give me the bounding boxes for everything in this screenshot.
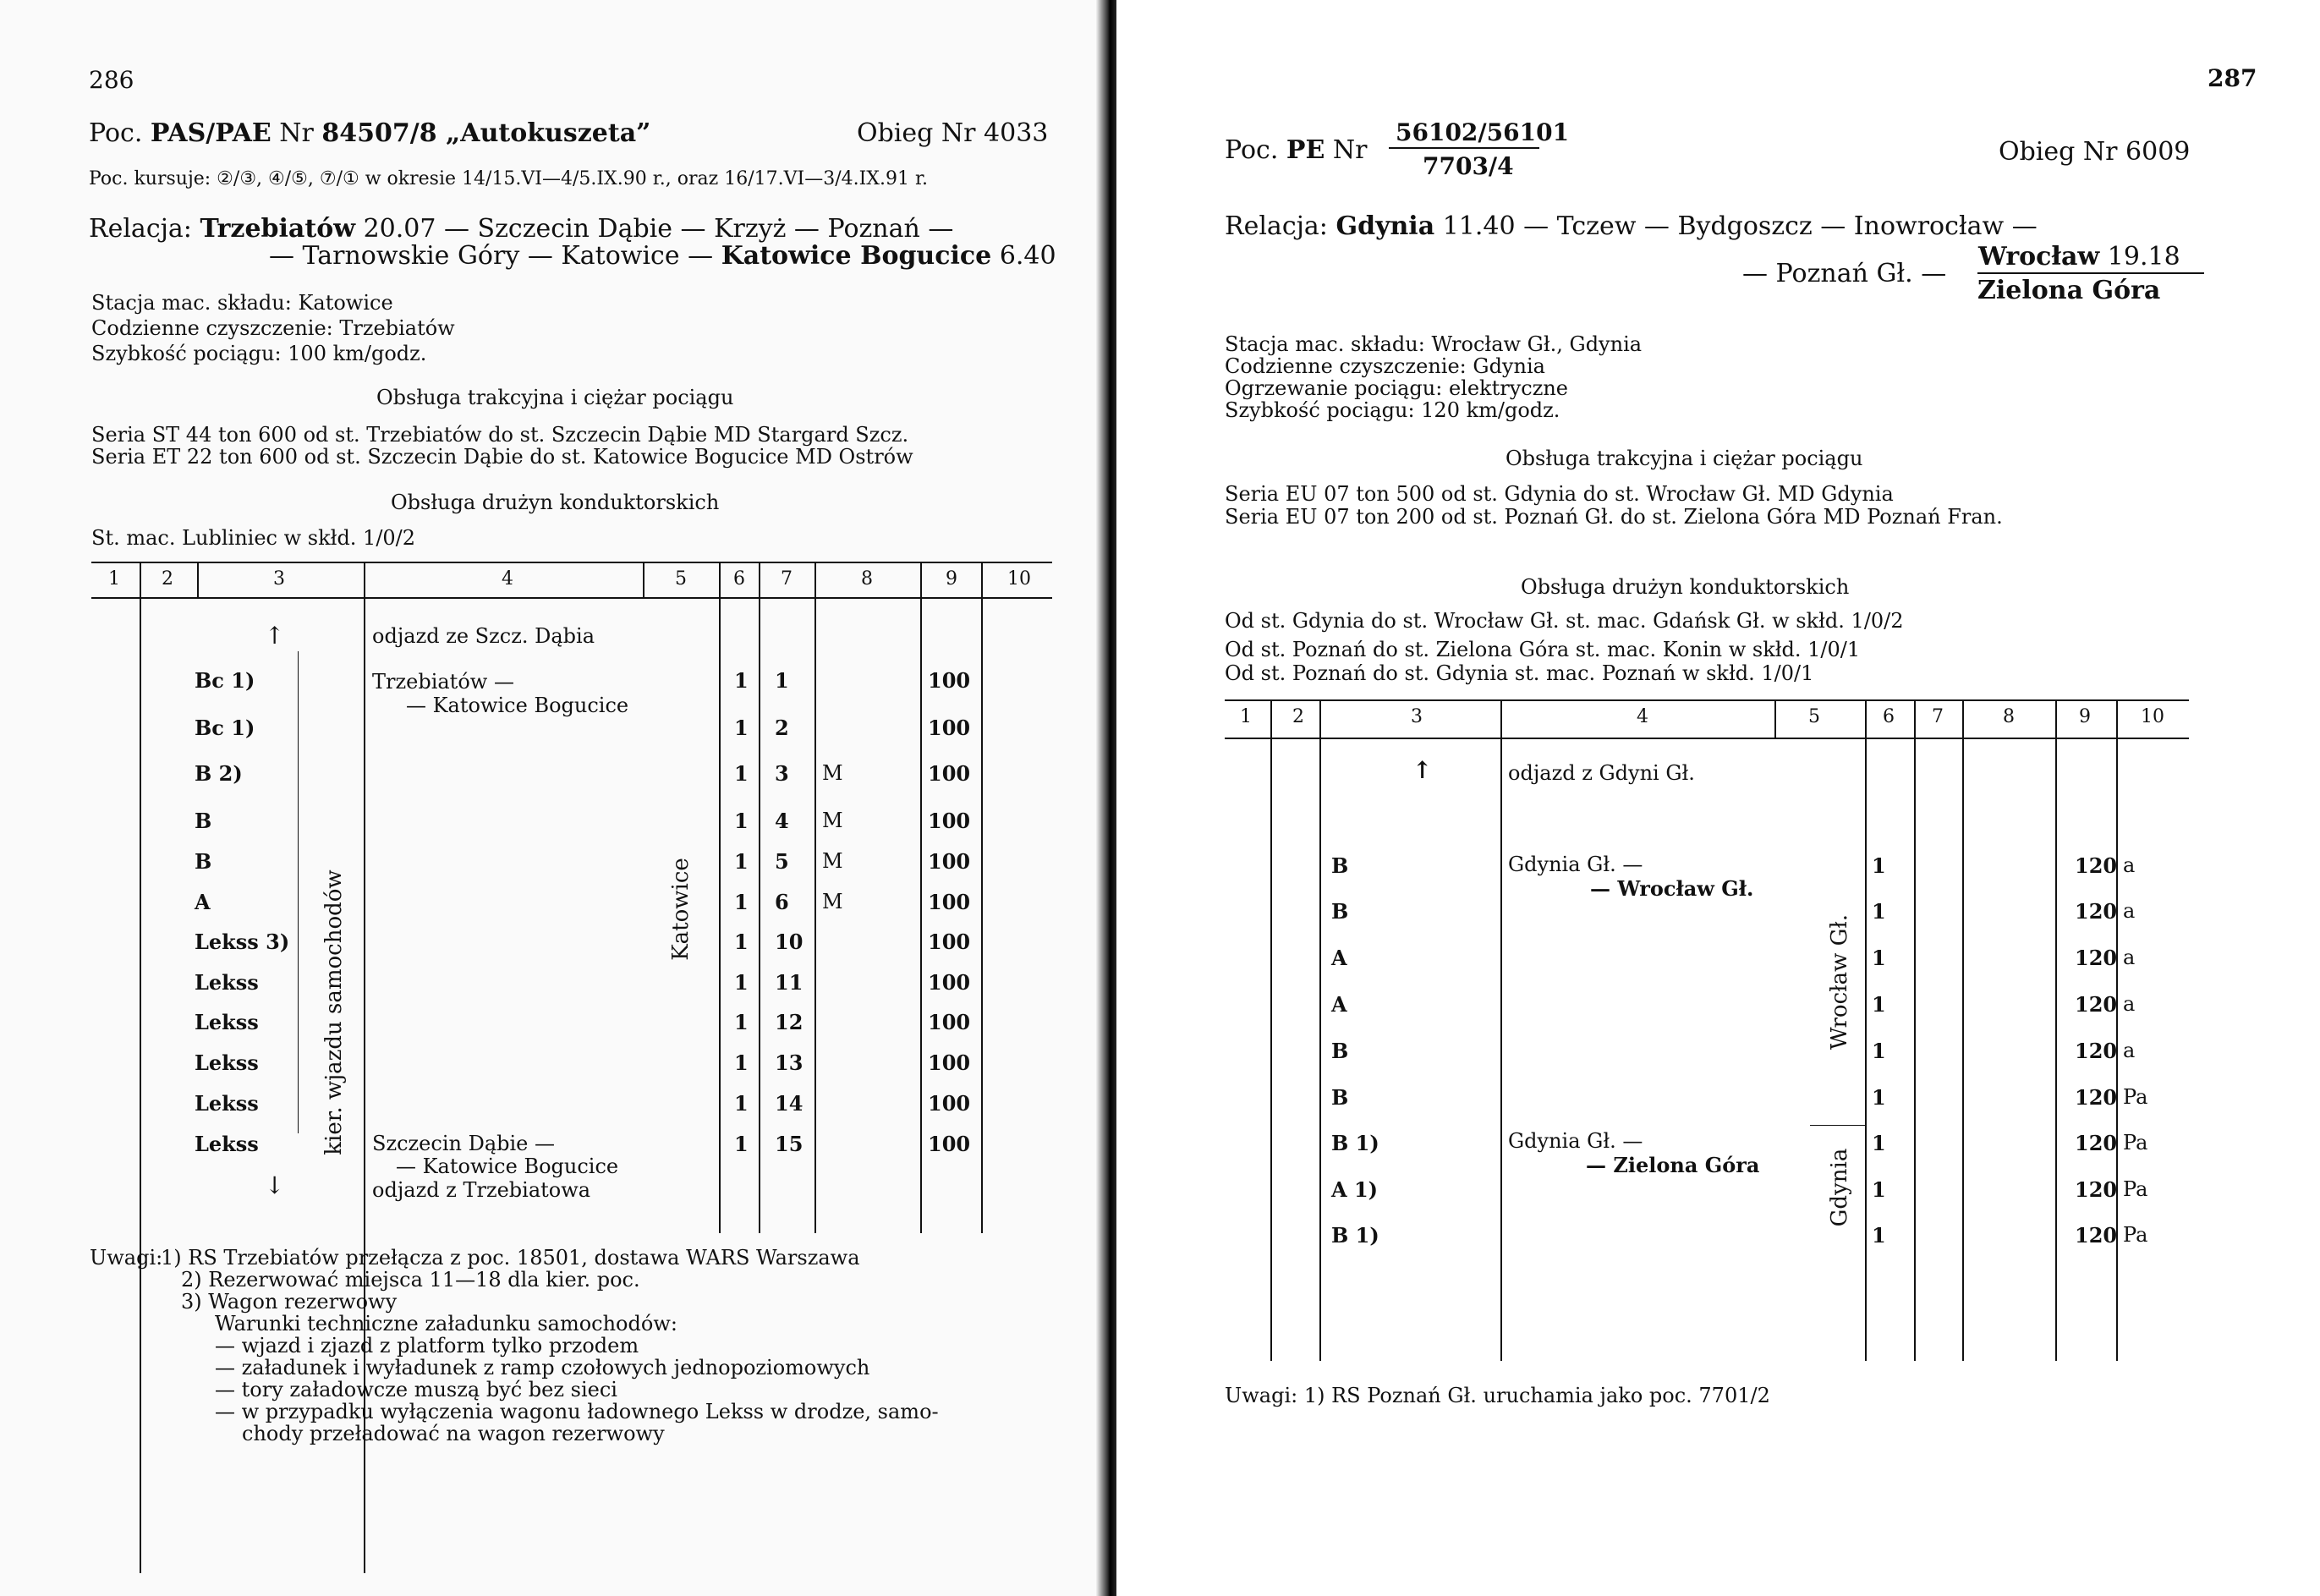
wagon-type: B xyxy=(1331,1039,1349,1063)
wagon-percent: 100 xyxy=(928,970,971,995)
col-header-4: 4 xyxy=(1637,706,1648,727)
wagon-number: 6 xyxy=(775,890,789,914)
wagon-mark: M xyxy=(822,890,843,913)
route-2-line-2: — Katowice Bogucice xyxy=(396,1154,619,1178)
right-page xyxy=(1116,0,2320,1596)
notes: Uwagi: 1) RS Poznań Gł. uruchamia jako poc. 7701/2 xyxy=(1225,1384,1770,1407)
relation-line-1 xyxy=(89,214,953,244)
wagon-type: B xyxy=(1331,1085,1349,1110)
note-line: chody przeładować na wagon rezerwowy xyxy=(242,1422,665,1445)
wagon-count: 1 xyxy=(1872,1085,1886,1110)
title-number-bottom: 7703/4 xyxy=(1423,152,1514,180)
left-page xyxy=(0,0,1116,1596)
note-line: Warunki techniczne załadunku samochodów: xyxy=(215,1312,677,1335)
route-1-line-2: — Katowice Bogucice xyxy=(406,694,629,717)
col-header-2: 2 xyxy=(162,568,173,590)
note-line: 2) Rezerwować miejsca 11—18 dla kier. poc. xyxy=(181,1268,640,1292)
wagon-count: 1 xyxy=(734,1010,749,1034)
up-arrow-icon: ↑ xyxy=(265,622,285,650)
traction-line: Seria EU 07 ton 500 od st. Gdynia do st. Wrocław Gł. MD Gdynia xyxy=(1225,482,1894,506)
col-header-1: 1 xyxy=(1240,706,1252,727)
wagon-percent: 120 xyxy=(2075,899,2118,924)
wagon-count: 1 xyxy=(1872,899,1886,924)
traction-header: Obsługa trakcyjna i ciężar pociągu xyxy=(1506,447,1863,470)
wagon-type: Lekss xyxy=(195,970,259,995)
traction-line: Seria EU 07 ton 200 od st. Poznań Gł. do st. Zielona Góra MD Poznań Fran. xyxy=(1225,505,2003,529)
wagon-count: 1 xyxy=(1872,946,1886,970)
relation-start: Gdynia xyxy=(1336,211,1435,241)
wagon-type: Bc 1) xyxy=(195,668,255,693)
wagon-type: A xyxy=(195,890,211,914)
title-numbers: 84507/8 „Autokuszeta” xyxy=(321,118,651,148)
notes-label: Uwagi: xyxy=(90,1246,163,1270)
traction-header: Obsługa trakcyjna i ciężar pociągu xyxy=(376,386,734,409)
destination-1-time: 19.18 xyxy=(2107,242,2180,271)
wagon-number: 5 xyxy=(775,849,789,874)
departure-note: odjazd ze Szcz. Dąbia xyxy=(372,624,595,648)
crew-line: Od st. Poznań do st. Zielona Góra st. mac. Konin w skłd. 1/0/1 xyxy=(1225,638,1861,661)
wagon-percent: 100 xyxy=(928,849,971,874)
note-line: 1) RS Trzebiatów przełącza z poc. 18501, dostawa WARS Warszawa xyxy=(161,1246,860,1270)
train-title xyxy=(1225,135,1368,165)
col-header-7: 7 xyxy=(1932,706,1944,727)
wagon-percent: 100 xyxy=(928,1132,971,1156)
col-header-9: 9 xyxy=(946,568,957,590)
wagon-number: 4 xyxy=(775,809,789,833)
info-line: Szybkość pociągu: 120 km/godz. xyxy=(1225,398,1560,422)
relation-start: Trzebiatów xyxy=(200,214,356,244)
relation-prefix: Relacja: xyxy=(1225,211,1328,241)
wagon-count: 1 xyxy=(734,890,749,914)
relation-end-time: 6.40 xyxy=(999,241,1056,271)
title-prefix: Poc. xyxy=(1225,135,1279,165)
wagon-count: 1 xyxy=(1872,992,1886,1017)
relation-destination-1 xyxy=(1978,242,2180,271)
direction-vertical-label: kier. wjazdu samochodów xyxy=(321,869,347,1155)
wagon-mark: M xyxy=(822,761,843,785)
wagon-percent: 120 xyxy=(2075,992,2118,1017)
note-line: — załadunek i wyładunek z ramp czołowych jednopoziomowych xyxy=(215,1356,870,1379)
col-header-6: 6 xyxy=(733,568,745,590)
col-header-5: 5 xyxy=(1808,706,1820,727)
wagon-number: 12 xyxy=(775,1010,803,1034)
wagon-class: a xyxy=(2123,946,2136,969)
wagon-percent: 120 xyxy=(2075,1131,2118,1155)
col-header-9: 9 xyxy=(2079,706,2091,727)
wagon-count: 1 xyxy=(734,809,749,833)
route-1-line-2: — Wrocław Gł. xyxy=(1590,876,1754,901)
wagon-class: Pa xyxy=(2123,1177,2148,1201)
wagon-percent: 120 xyxy=(2075,1177,2118,1202)
col-header-10: 10 xyxy=(2141,706,2164,727)
crew-line: St. mac. Lubliniec w skłd. 1/0/2 xyxy=(91,526,416,550)
wagon-count: 1 xyxy=(734,930,749,954)
crew-header: Obsługa drużyn konduktorskich xyxy=(391,491,720,514)
route-2-line-1: Gdynia Gł. — xyxy=(1508,1129,1643,1153)
wagon-class: a xyxy=(2123,1039,2136,1062)
running-days: Poc. kursuje: ②/③, ④/⑤, ⑦/① w okresie 14/15.VI—4/5.IX.90 r., oraz 16/17.VI—3/4.IX.91 r. xyxy=(89,168,929,189)
route-1-line-1: Trzebiatów — xyxy=(372,670,514,694)
route-1-line-1: Gdynia Gł. — xyxy=(1508,853,1643,876)
wagon-mark: M xyxy=(822,849,843,873)
traction-line: Seria ET 22 ton 600 od st. Szczecin Dąbie do st. Katowice Bogucice MD Ostrów xyxy=(91,445,913,469)
down-arrow-icon: ↓ xyxy=(265,1171,285,1199)
relation-stops-2: — Tarnowskie Góry — Katowice — xyxy=(269,241,714,271)
relation-end: Katowice Bogucice xyxy=(721,241,992,271)
wagon-number: 13 xyxy=(775,1050,803,1075)
title-nr: Nr xyxy=(279,118,314,148)
wagon-count: 1 xyxy=(1872,853,1886,878)
station-vertical-label: Katowice xyxy=(668,858,694,961)
wagon-count: 1 xyxy=(734,761,749,786)
wagon-percent: 100 xyxy=(928,716,971,740)
wagon-number: 3 xyxy=(775,761,789,786)
info-line: Szybkość pociągu: 100 km/godz. xyxy=(91,342,427,365)
wagon-percent: 100 xyxy=(928,809,971,833)
wagon-mark: M xyxy=(822,809,843,832)
wagon-count: 1 xyxy=(734,1050,749,1075)
wagon-type: B 2) xyxy=(195,761,243,786)
traction-line: Seria ST 44 ton 600 od st. Trzebiatów do st. Szczecin Dąbie MD Stargard Szcz. xyxy=(91,423,909,447)
note-line: — w przypadku wyłączenia wagonu ładownego Lekss w drodze, samo- xyxy=(215,1400,939,1423)
wagon-type: B 1) xyxy=(1331,1131,1379,1155)
wagon-class: a xyxy=(2123,992,2136,1016)
wagon-type: A 1) xyxy=(1331,1177,1379,1202)
page-number: 287 xyxy=(2208,64,2257,92)
train-title xyxy=(89,118,650,148)
info-line: Codzienne czyszczenie: Trzebiatów xyxy=(91,316,455,340)
wagon-percent: 100 xyxy=(928,668,971,693)
route-2-line-3: odjazd z Trzebiatowa xyxy=(372,1178,591,1202)
relation-line-2 xyxy=(269,241,1056,271)
title-type: PAS/PAE xyxy=(150,118,271,148)
col-header-3: 3 xyxy=(273,568,285,590)
page-number: 286 xyxy=(89,66,134,94)
destination-1-name: Wrocław xyxy=(1978,242,2100,271)
wagon-type: Lekss xyxy=(195,1091,259,1116)
wagon-percent: 100 xyxy=(928,1050,971,1075)
crew-line: Od st. Poznań do st. Gdynia st. mac. Poznań w skłd. 1/0/1 xyxy=(1225,661,1814,685)
wagon-number: 15 xyxy=(775,1132,803,1156)
wagon-class: Pa xyxy=(2123,1223,2148,1247)
info-line: Ogrzewanie pociągu: elektryczne xyxy=(1225,376,1568,400)
wagon-number: 11 xyxy=(775,970,803,995)
info-line: Codzienne czyszczenie: Gdynia xyxy=(1225,354,1545,378)
wagon-type: Lekss xyxy=(195,1010,259,1034)
wagon-percent: 120 xyxy=(2075,946,2118,970)
relation-prefix: Relacja: xyxy=(89,214,192,244)
wagon-class: a xyxy=(2123,899,2136,923)
col-header-8: 8 xyxy=(2003,706,2015,727)
wagon-percent: 120 xyxy=(2075,1223,2118,1248)
col-header-5: 5 xyxy=(675,568,687,590)
wagon-count: 1 xyxy=(734,970,749,995)
wagon-type: A xyxy=(1331,946,1347,970)
wagon-count: 1 xyxy=(734,1091,749,1116)
wagon-type: B xyxy=(1331,899,1349,924)
title-type: PE xyxy=(1286,135,1325,165)
info-line: Stacja mac. składu: Wrocław Gł., Gdynia xyxy=(1225,332,1643,356)
title-nr: Nr xyxy=(1332,135,1368,165)
wagon-count: 1 xyxy=(1872,1177,1886,1202)
wagon-type: B 1) xyxy=(1331,1223,1379,1248)
note-line: — wjazd i zjazd z platform tylko przodem xyxy=(215,1334,639,1357)
wagon-type: B xyxy=(195,809,212,833)
wagon-percent: 120 xyxy=(2075,1039,2118,1063)
wagon-type: Lekss 3) xyxy=(195,930,290,954)
col-header-8: 8 xyxy=(861,568,873,590)
col-header-1: 1 xyxy=(108,568,120,590)
wagon-count: 1 xyxy=(734,849,749,874)
relation-stops: 11.40 — Tczew — Bydgoszcz — Inowrocław — xyxy=(1442,211,2038,241)
note-line: 3) Wagon rezerwowy xyxy=(181,1290,398,1314)
obieg-number: Obieg Nr 4033 xyxy=(857,118,1049,148)
col-header-10: 10 xyxy=(1007,568,1031,590)
wagon-type: B xyxy=(195,849,212,874)
wagon-percent: 100 xyxy=(928,930,971,954)
departure-note: odjazd z Gdyni Gł. xyxy=(1508,761,1695,785)
wagon-count: 1 xyxy=(1872,1223,1886,1248)
route-2-line-2: — Zielona Góra xyxy=(1586,1153,1760,1177)
wagon-percent: 100 xyxy=(928,1010,971,1034)
wagon-count: 1 xyxy=(1872,1131,1886,1155)
wagon-count: 1 xyxy=(734,668,749,693)
crew-line: Od st. Gdynia do st. Wrocław Gł. st. mac. Gdańsk Gł. w skłd. 1/0/2 xyxy=(1225,609,1904,633)
wagon-percent: 120 xyxy=(2075,1085,2118,1110)
wagon-type: A xyxy=(1331,992,1347,1017)
col-header-4: 4 xyxy=(502,568,513,590)
wagon-class: Pa xyxy=(2123,1131,2148,1154)
relation-line-2: — Poznań Gł. — xyxy=(1742,259,1947,288)
wagon-percent: 100 xyxy=(928,890,971,914)
wagon-number: 1 xyxy=(775,668,789,693)
wagon-count: 1 xyxy=(1872,1039,1886,1063)
up-arrow-icon: ↑ xyxy=(1412,756,1433,784)
crew-header: Obsługa drużyn konduktorskich xyxy=(1521,575,1850,599)
wagon-percent: 100 xyxy=(928,1091,971,1116)
wagon-count: 1 xyxy=(734,1132,749,1156)
title-number-top: 56102/56101 xyxy=(1396,118,1570,146)
route-2-line-1: Szczecin Dąbie — xyxy=(372,1132,555,1155)
station-vertical-label-1: Wrocław Gł. xyxy=(1827,913,1852,1050)
wagon-class: a xyxy=(2123,853,2136,877)
wagon-type: B xyxy=(1331,853,1349,878)
wagon-percent: 120 xyxy=(2075,853,2118,878)
info-line: Stacja mac. składu: Katowice xyxy=(91,291,393,315)
station-vertical-label-2: Gdynia xyxy=(1827,1148,1852,1227)
wagon-number: 14 xyxy=(775,1091,803,1116)
wagon-type: Lekss xyxy=(195,1050,259,1075)
col-header-6: 6 xyxy=(1883,706,1895,727)
wagon-number: 10 xyxy=(775,930,803,954)
wagon-class: Pa xyxy=(2123,1085,2148,1109)
col-header-2: 2 xyxy=(1292,706,1304,727)
note-line: — tory załadowcze muszą być bez sieci xyxy=(215,1378,617,1401)
wagon-type: Bc 1) xyxy=(195,716,255,740)
obieg-number: Obieg Nr 6009 xyxy=(1999,137,2191,167)
wagon-type: Lekss xyxy=(195,1132,259,1156)
relation-line-1 xyxy=(1225,211,2038,241)
col-header-7: 7 xyxy=(781,568,793,590)
col-header-3: 3 xyxy=(1411,706,1423,727)
title-prefix: Poc. xyxy=(89,118,143,148)
wagon-number: 2 xyxy=(775,716,789,740)
wagon-count: 1 xyxy=(734,716,749,740)
relation-destination-2: Zielona Góra xyxy=(1977,276,2161,305)
wagon-percent: 100 xyxy=(928,761,971,786)
relation-stops: 20.07 — Szczecin Dąbie — Krzyż — Poznań — xyxy=(363,214,954,244)
